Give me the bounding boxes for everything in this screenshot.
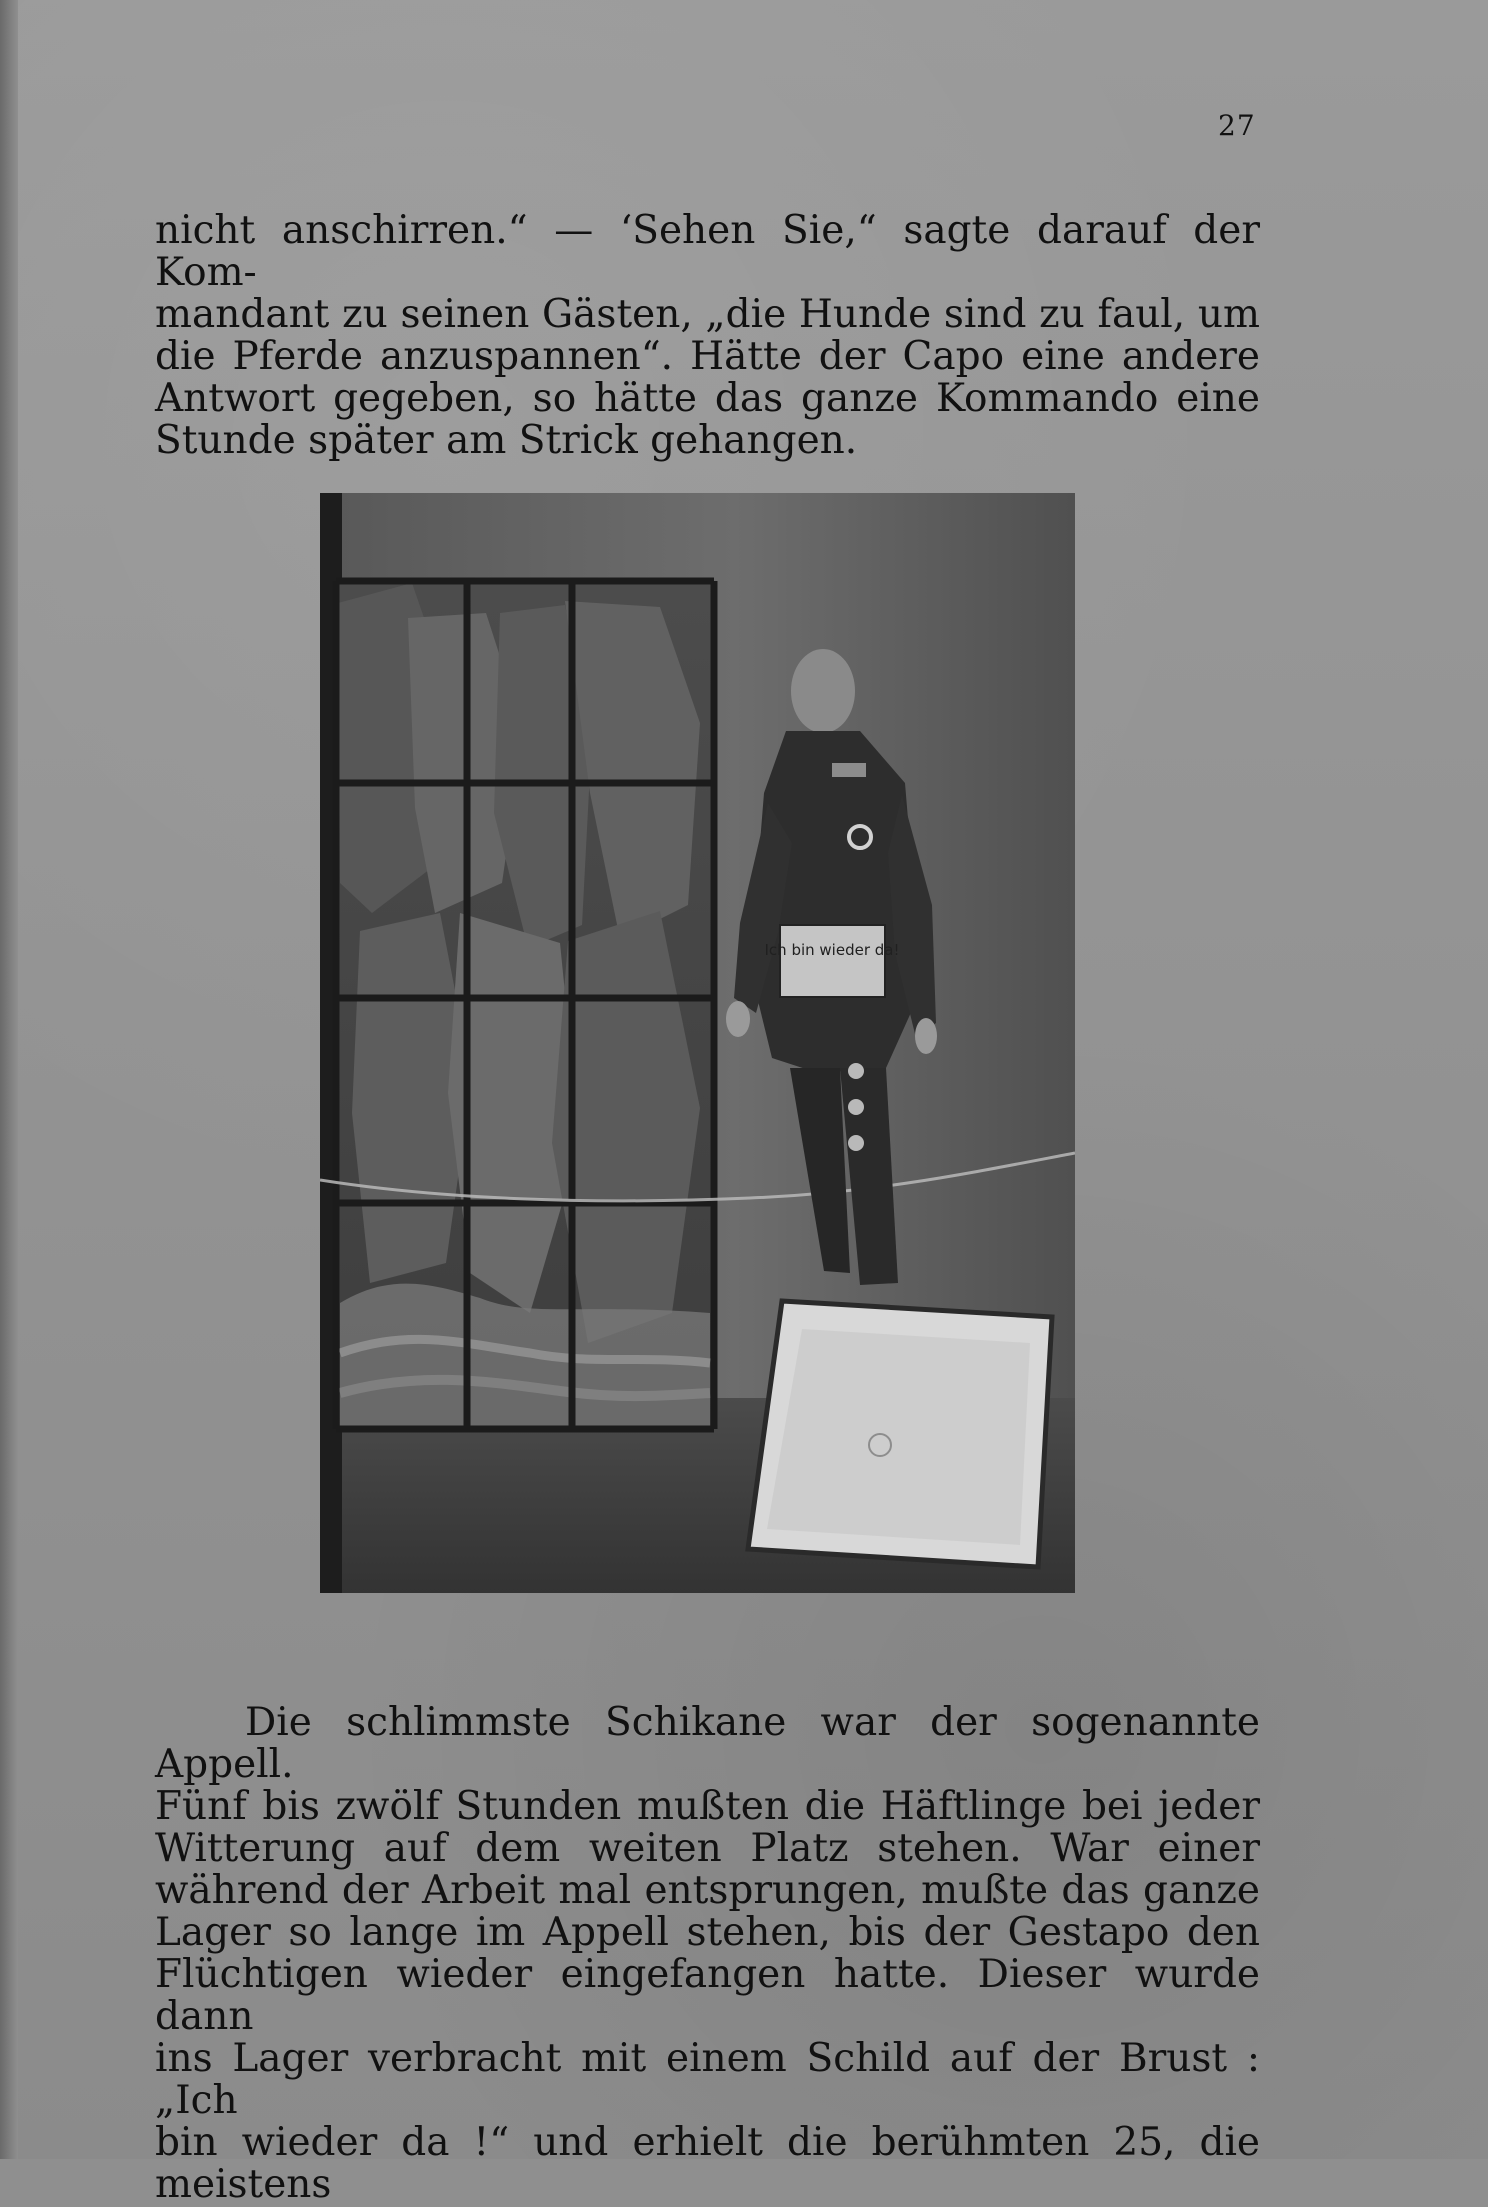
text-line: Antwort gegeben, so hätte das ganze Kommando eine	[155, 376, 1260, 421]
text-line: Flüchtigen wieder eingefangen hatte. Dieser wurde dann	[155, 1952, 1260, 2039]
text-line: Stunde später am Strick gehangen.	[155, 418, 858, 463]
text-line: Fünf bis zwölf Stunden mußten die Häftlinge bei jeder	[155, 1784, 1260, 1829]
chest-sign	[765, 925, 900, 997]
text-line: Witterung auf dem weiten Platz stehen. War einer	[155, 1826, 1260, 1871]
text-line: bin wieder da !“ und erhielt die berühmten 25, die meistens	[155, 2120, 1260, 2207]
text-line: mandant zu seinen Gästen, „die Hunde sind zu faul, um	[155, 292, 1260, 337]
museum-photo-illustration	[320, 493, 1075, 1593]
text-line: Lager so lange im Appell stehen, bis der Gestapo den	[155, 1910, 1260, 1955]
museum-photo	[320, 493, 1075, 1593]
bottom-paragraph	[155, 1702, 1260, 2206]
stained-glass-window	[336, 581, 714, 1429]
text-line: die Pferde anzuspannen“. Hätte der Capo eine andere	[155, 334, 1260, 379]
chest-sign-text: Ich bin wieder da!	[764, 941, 900, 959]
text-line: ins Lager verbracht mit einem Schild auf der Brust : „Ich	[155, 2036, 1260, 2123]
text-line: Die schlimmste Schikane war der sogenannte Appell.	[155, 1700, 1260, 1787]
top-paragraph	[155, 210, 1260, 462]
text-line: während der Arbeit mal entsprungen, mußte das ganze	[155, 1868, 1260, 1913]
page-number: 27	[1218, 109, 1256, 142]
page-binding-edge	[0, 0, 18, 2159]
text-line: nicht anschirren.“ — ‘Sehen Sie,“ sagte darauf der Kom-	[155, 208, 1260, 295]
information-plaque	[748, 1301, 1052, 1567]
